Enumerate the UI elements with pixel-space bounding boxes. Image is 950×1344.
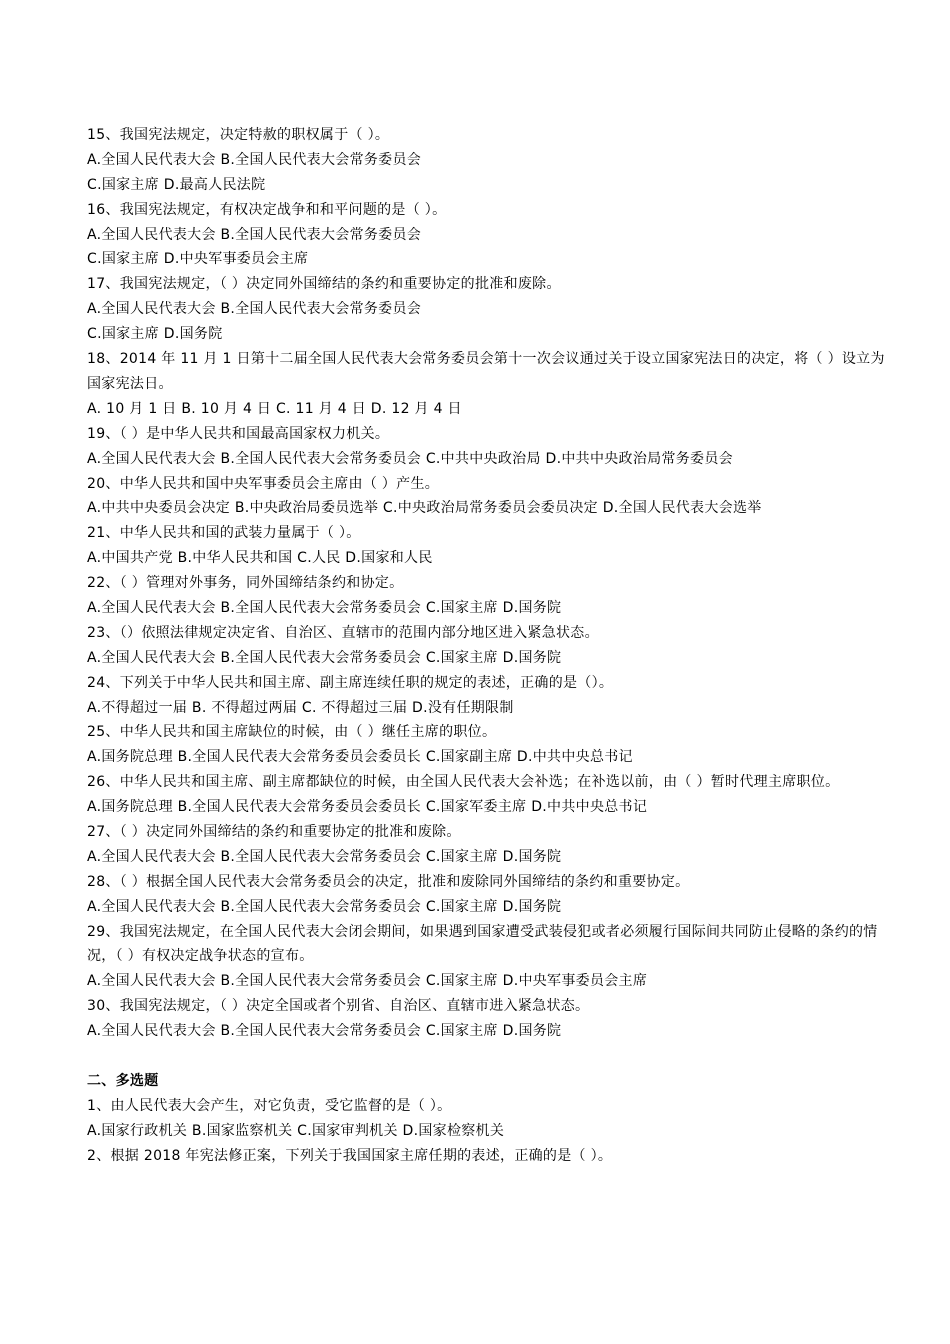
- options-line: A.国务院总理 B.全国人民代表大会常务委员会委员长 C.国家副主席 D.中共中央总书记: [87, 749, 633, 766]
- options-line: A.全国人民代表大会 B.全国人民代表大会常务委员会: [87, 301, 422, 318]
- options-line: A.不得超过一届 B. 不得超过两届 C. 不得超过三届 D.没有任期限制: [87, 699, 514, 716]
- section-spacer: [87, 1044, 887, 1069]
- options-line: A.全国人民代表大会 B.全国人民代表大会常务委员会 C.国家主席 D.国务院: [87, 848, 562, 865]
- options-line: A.全国人民代表大会 B.全国人民代表大会常务委员会 C.国家主席 D.中央军事委员会主席: [87, 973, 648, 990]
- multi-question-2: 2、根据 2018 年宪法修正案，下列关于我国国家主席任期的表述，正确的是（ ）。: [87, 1147, 613, 1164]
- multi-choice-section-title: 二、多选题: [87, 1072, 159, 1089]
- options-line: C.国家主席 D.中央军事委员会主席: [87, 251, 309, 268]
- question-20: 20、中华人民共和国中央军事委员会主席由（ ）产生。: [87, 475, 440, 492]
- question-26: 26、中华人民共和国主席、副主席都缺位的时候，由全国人民代表大会补选；在补选以前，由（ ）暂时代理主席职位。: [87, 774, 840, 791]
- options-line: A.国务院总理 B.全国人民代表大会常务委员会委员长 C.国家军委主席 D.中共中央总书记: [87, 799, 648, 816]
- question-16: 16、我国宪法规定，有权决定战争和和平问题的是（ ）。: [87, 201, 447, 218]
- question-23: 23、（）依照法律规定决定省、自治区、直辖市的范围内部分地区进入紧急状态。: [87, 624, 599, 641]
- question-15: 15、我国宪法规定，决定特赦的职权属于（ ）。: [87, 127, 390, 143]
- question-18: 18、2014 年 11 月 1 日第十二届全国人民代表大会常务委员会第十一次会议通过关于设立国家宪法日的决定，将（ ）设立为国家宪法日。: [87, 351, 885, 392]
- options-line: A.全国人民代表大会 B.全国人民代表大会常务委员会: [87, 226, 422, 243]
- options-line: A.全国人民代表大会 B.全国人民代表大会常务委员会 C.国家主席 D.国务院: [87, 1023, 562, 1040]
- options-line: A.中共中央委员会决定 B.中央政治局委员选举 C.中央政治局常务委员会委员决定 D.全国人民代表大会选举: [87, 500, 762, 517]
- options-line: A.全国人民代表大会 B.全国人民代表大会常务委员会 C.国家主席 D.国务院: [87, 898, 562, 915]
- question-25: 25、中华人民共和国主席缺位的时候，由（ ）继任主席的职位。: [87, 724, 497, 741]
- question-17: 17、我国宪法规定，（ ）决定同外国缔结的条约和重要协定的批准和废除。: [87, 276, 561, 293]
- question-19: 19、（ ）是中华人民共和国最高国家权力机关。: [87, 425, 390, 442]
- question-21: 21、中华人民共和国的武装力量属于（ ）。: [87, 525, 361, 542]
- question-30: 30、我国宪法规定，（ ）决定全国或者个别省、自治区、直辖市进入紧急状态。: [87, 998, 590, 1015]
- options-line: A. 10 月 1 日 B. 10 月 4 日 C. 11 月 4 日 D. 12 月 4 日: [87, 400, 462, 417]
- options-line: A.全国人民代表大会 B.全国人民代表大会常务委员会 C.中共中央政治局 D.中共中央政治局常务委员会: [87, 450, 733, 467]
- question-22: 22、（ ）管理对外事务，同外国缔结条约和协定。: [87, 575, 404, 592]
- options-line: A.全国人民代表大会 B.全国人民代表大会常务委员会 C.国家主席 D.国务院: [87, 599, 562, 616]
- options-line: A.国家行政机关 B.国家监察机关 C.国家审判机关 D.国家检察机关: [87, 1122, 505, 1139]
- options-line: A.全国人民代表大会 B.全国人民代表大会常务委员会: [87, 151, 422, 168]
- question-24: 24、下列关于中华人民共和国主席、副主席连续任职的规定的表述，正确的是（）。: [87, 674, 614, 691]
- question-28: 28、（ ）根据全国人民代表大会常务委员会的决定，批准和废除同外国缔结的条约和重要协定。: [87, 873, 690, 890]
- question-27: 27、（ ）决定同外国缔结的条约和重要协定的批准和废除。: [87, 824, 461, 840]
- options-line: A.全国人民代表大会 B.全国人民代表大会常务委员会 C.国家主席 D.国务院: [87, 649, 562, 666]
- document-page: [87, 123, 887, 1169]
- question-29: 29、我国宪法规定，在全国人民代表大会闭会期间，如果遇到国家遭受武装侵犯或者必须履行国际间共同防止侵略的条约的情况，（ ）有权决定战争状态的宣布。: [87, 923, 878, 965]
- options-line: C.国家主席 D.国务院: [87, 326, 223, 343]
- multi-question-1: 1、由人民代表大会产生，对它负责，受它监督的是（ ）。: [87, 1097, 452, 1114]
- options-line: C.国家主席 D.最高人民法院: [87, 176, 266, 193]
- options-line: A.中国共产党 B.中华人民共和国 C.人民 D.国家和人民: [87, 550, 433, 567]
